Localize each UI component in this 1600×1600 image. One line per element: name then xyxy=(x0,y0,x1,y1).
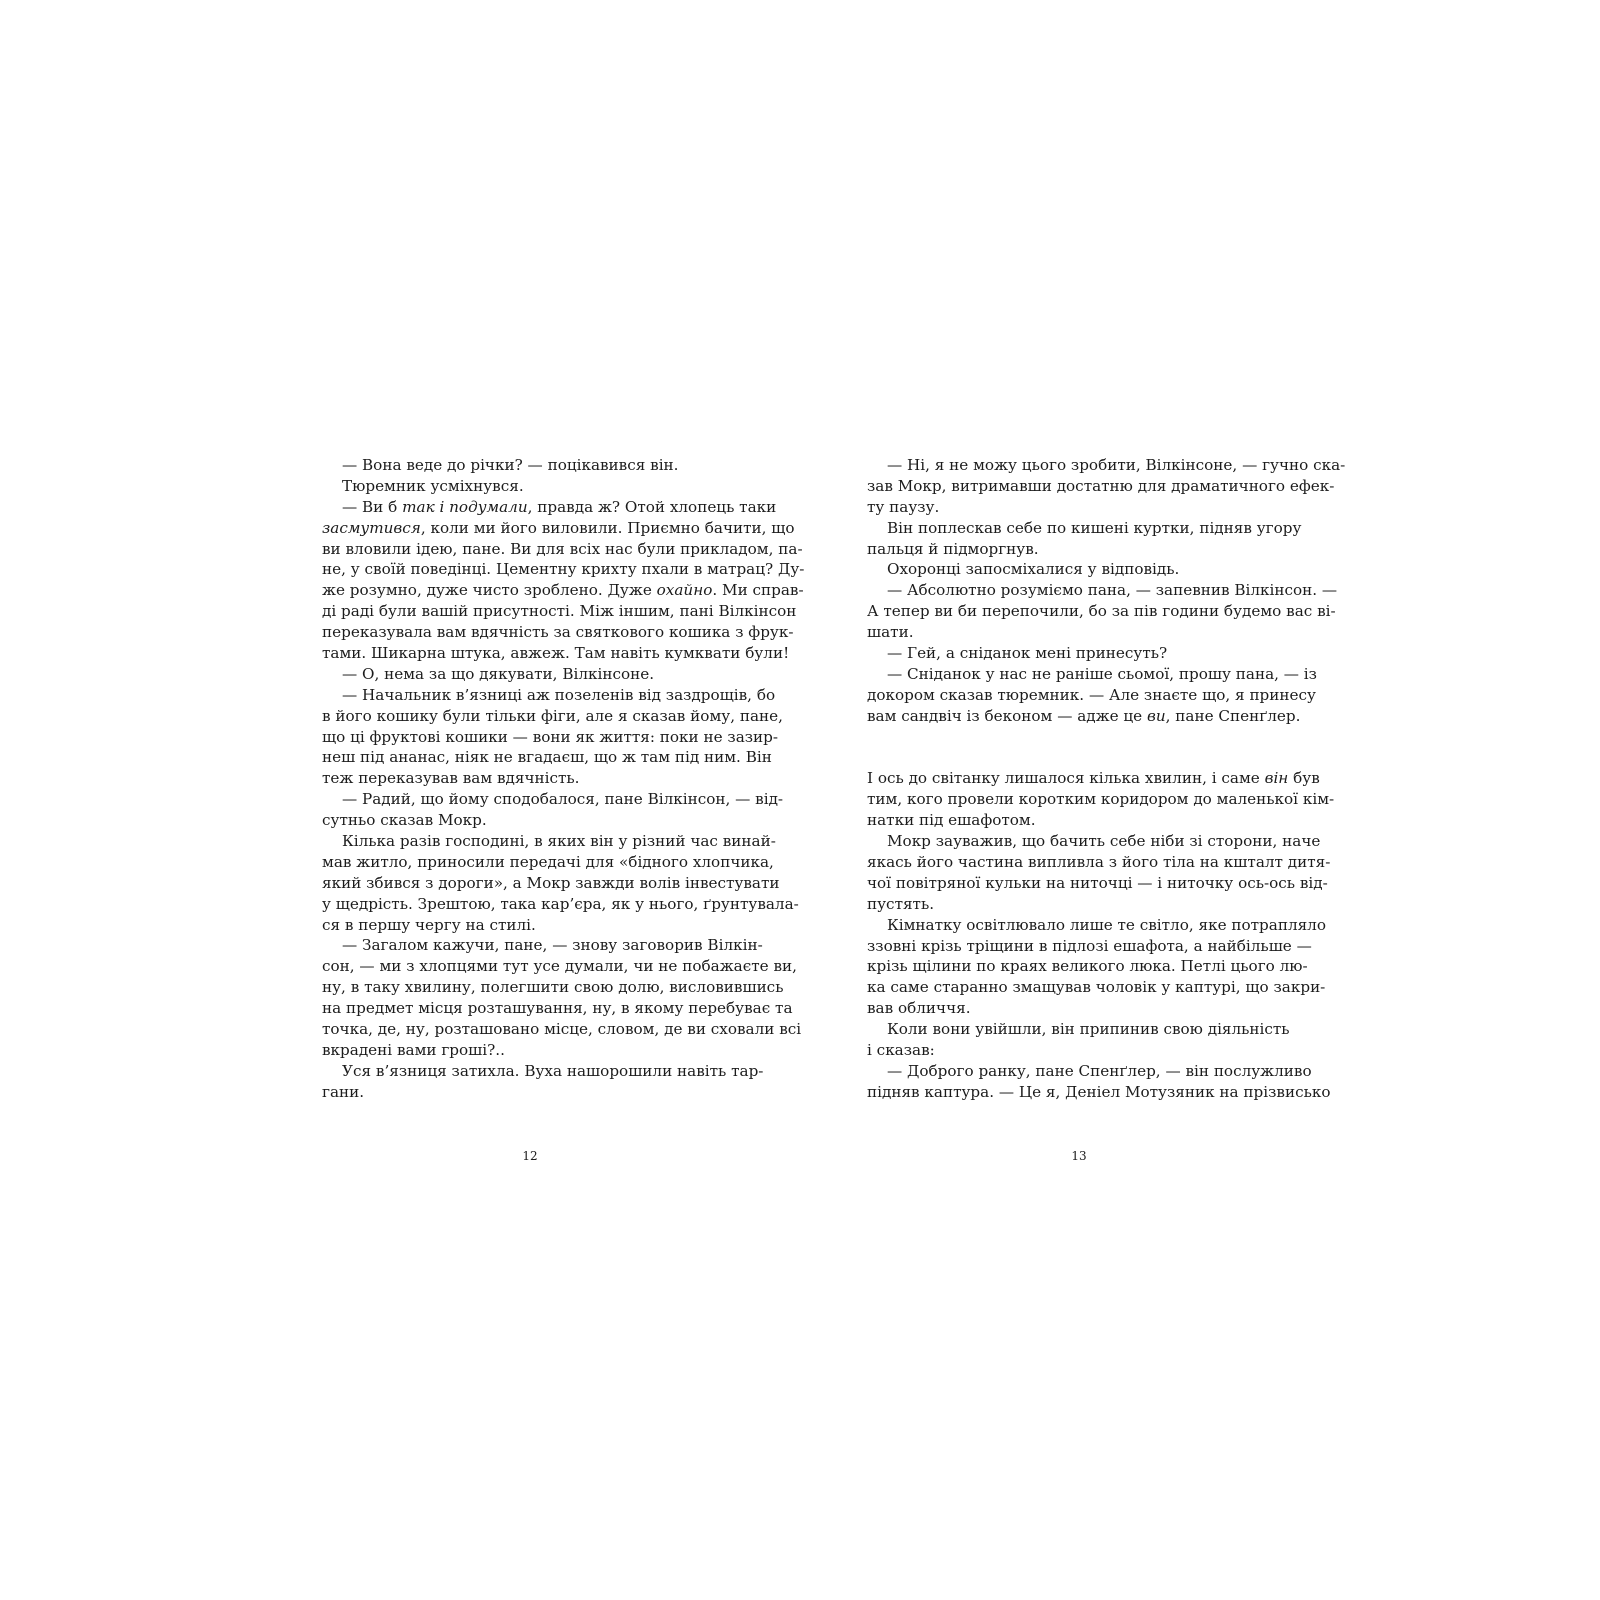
text-line: пустять. xyxy=(867,894,935,913)
text-line: неш під ананас, ніяк не вгадаєш, що ж там під ним. Він xyxy=(322,748,772,767)
italic-emphasis: він xyxy=(1264,769,1289,788)
text-line: докором сказав тюремник. — Але знаєте що, я принесу xyxy=(867,685,1316,704)
text-segment: — Ви б xyxy=(342,497,403,516)
text-line: Уся в’язниця затихла. Вуха нашорошили навіть тар- xyxy=(342,1061,764,1080)
text-line: і сказав: xyxy=(867,1040,935,1059)
text-line: крізь щілини по краях великого люка. Петлі цього лю- xyxy=(867,957,1308,976)
text-line: ді раді були вашій присутності. Між іншим, пані Вілкінсон xyxy=(322,602,797,621)
text-line: пальця й підморгнув. xyxy=(867,539,1039,558)
text-line: Охоронці запосміхалися у відповідь. xyxy=(887,560,1180,579)
text-line: сутньо сказав Мокр. xyxy=(322,811,487,830)
italic-emphasis: ви xyxy=(1147,706,1166,725)
text-segment: , пане Спенґлер. xyxy=(1165,706,1301,725)
text-line: Кімнатку освітлювало лише те світло, яке потрапляло xyxy=(887,915,1326,934)
text-line: — Вона веде до річки? — поцікавився він. xyxy=(342,456,679,474)
italic-emphasis: так і подумали xyxy=(402,497,528,516)
italic-emphasis: охайно xyxy=(656,581,713,600)
page-number-left: 12 xyxy=(522,1149,538,1163)
text-line: точка, де, ну, розташовано місце, словом, де ви сховали всі xyxy=(322,1020,802,1039)
left-page-text xyxy=(322,455,805,1103)
text-line: який збився з дороги», а Мокр завжди волів інвестувати xyxy=(322,873,780,892)
text-line: вкрадені вами гроші?.. xyxy=(322,1040,505,1059)
text-line: Він поплескав себе по кишені куртки, підняв угору xyxy=(887,518,1302,537)
text-line: ся в першу чергу на стилі. xyxy=(322,915,536,934)
text-line xyxy=(867,768,1320,789)
text-segment: вам сандвіч із беконом — адже це xyxy=(867,706,1147,725)
text-line: — Загалом кажучи, пане, — знову заговорив Вілкін- xyxy=(342,936,763,955)
text-line: що ці фруктові кошики — вони як життя: поки не зазир- xyxy=(322,727,779,746)
text-line: мав житло, приносили передачі для «бідного хлопчика, xyxy=(322,852,774,871)
text-line: — Гей, а сніданок мені принесуть? xyxy=(887,644,1168,663)
text-line: у щедрість. Зрештою, така кар’єра, як у нього, ґрунтувала- xyxy=(322,894,799,913)
text-line: — Ні, я не можу цього зробити, Вілкінсоне, — гучно ска- xyxy=(887,456,1346,474)
text-line: ка саме старанно змащував чоловік у каптурі, що закри- xyxy=(867,978,1326,997)
text-line xyxy=(322,497,777,518)
text-line: підняв каптура. — Це я, Деніел Мотузяник на прізвисько xyxy=(867,1082,1331,1101)
text-segment: був xyxy=(1288,769,1320,788)
text-line: на предмет місця розташування, ну, в якому перебуває та xyxy=(322,999,793,1018)
text-line: шати. xyxy=(867,623,914,642)
text-line: сон, — ми з хлопцями тут усе думали, чи не побажаєте ви, xyxy=(322,957,797,976)
text-line: Тюремник усміхнувся. xyxy=(342,476,524,495)
text-segment: І ось до світанку лишалося кілька хвилин, і саме xyxy=(867,769,1265,788)
text-line: гани. xyxy=(322,1082,365,1101)
text-line xyxy=(322,518,795,539)
italic-emphasis: засмутився xyxy=(322,518,421,537)
text-segment: , правда ж? Отой хлопець таки xyxy=(527,497,777,516)
text-line: — Радий, що йому сподобалося, пане Вілкінсон, — від- xyxy=(342,790,784,809)
text-line xyxy=(322,580,804,601)
text-line: теж переказував вам вдячність. xyxy=(322,769,580,788)
text-line: чої повітряної кульки на ниточці — і ниточку ось-ось від- xyxy=(867,873,1328,892)
text-line: ну, в таку хвилину, полегшити свою долю, висловившись xyxy=(322,978,784,997)
section-break xyxy=(867,727,1287,769)
text-line: зав Мокр, витримавши достатню для драматичного ефек- xyxy=(867,476,1335,495)
text-line: — Начальник в’язниці аж позеленів від заздрощів, бо xyxy=(342,685,776,704)
text-line: — О, нема за що дякувати, Вілкінсоне. xyxy=(342,664,655,683)
text-line: ззовні крізь тріщини в підлозі ешафота, а найбільше — xyxy=(867,936,1312,955)
text-line xyxy=(867,706,1301,727)
text-segment: же розумно, дуже чисто зроблено. Дуже xyxy=(322,581,657,600)
text-line: — Сніданок у нас не раніше сьомої, прошу пана, — із xyxy=(887,664,1317,683)
text-line: не, у своїй поведінці. Цементну крихту пхали в матрац? Ду- xyxy=(322,560,805,579)
text-line: вав обличчя. xyxy=(867,999,971,1018)
page-number-right: 13 xyxy=(1071,1149,1087,1163)
right-page-text xyxy=(867,455,1346,1103)
text-line: натки під ешафотом. xyxy=(867,811,1036,830)
text-line: Мокр зауважив, що бачить себе ніби зі сторони, наче xyxy=(887,832,1321,851)
text-line: якась його частина випливла з його тіла на кшталт дитя- xyxy=(867,852,1331,871)
text-line: переказувала вам вдячність за святкового кошика з фрук- xyxy=(322,623,794,642)
text-line: — Абсолютно розуміємо пана, — запевнив Вілкінсон. — xyxy=(887,581,1338,600)
text-line: тами. Шикарна штука, авжеж. Там навіть кумквати були! xyxy=(322,644,790,663)
text-line: тим, кого провели коротким коридором до маленької кім- xyxy=(867,790,1335,809)
text-line: Кілька разів господині, в яких він у різний час винай- xyxy=(342,832,776,851)
text-segment: , коли ми його виловили. Приємно бачити, що xyxy=(420,518,795,537)
text-segment: . Ми справ- xyxy=(712,581,804,600)
text-line: А тепер ви би перепочили, бо за пів години будемо вас ві- xyxy=(867,602,1336,621)
text-line: в його кошику були тільки фіги, але я сказав йому, пане, xyxy=(322,706,783,725)
text-line: — Доброго ранку, пане Спенґлер, — він послужливо xyxy=(887,1061,1312,1080)
text-line: ви вловили ідею, пане. Ви для всіх нас були прикладом, па- xyxy=(322,539,803,558)
text-line: Коли вони увійшли, він припинив свою діяльність xyxy=(887,1020,1290,1039)
text-line: ту паузу. xyxy=(867,497,940,516)
